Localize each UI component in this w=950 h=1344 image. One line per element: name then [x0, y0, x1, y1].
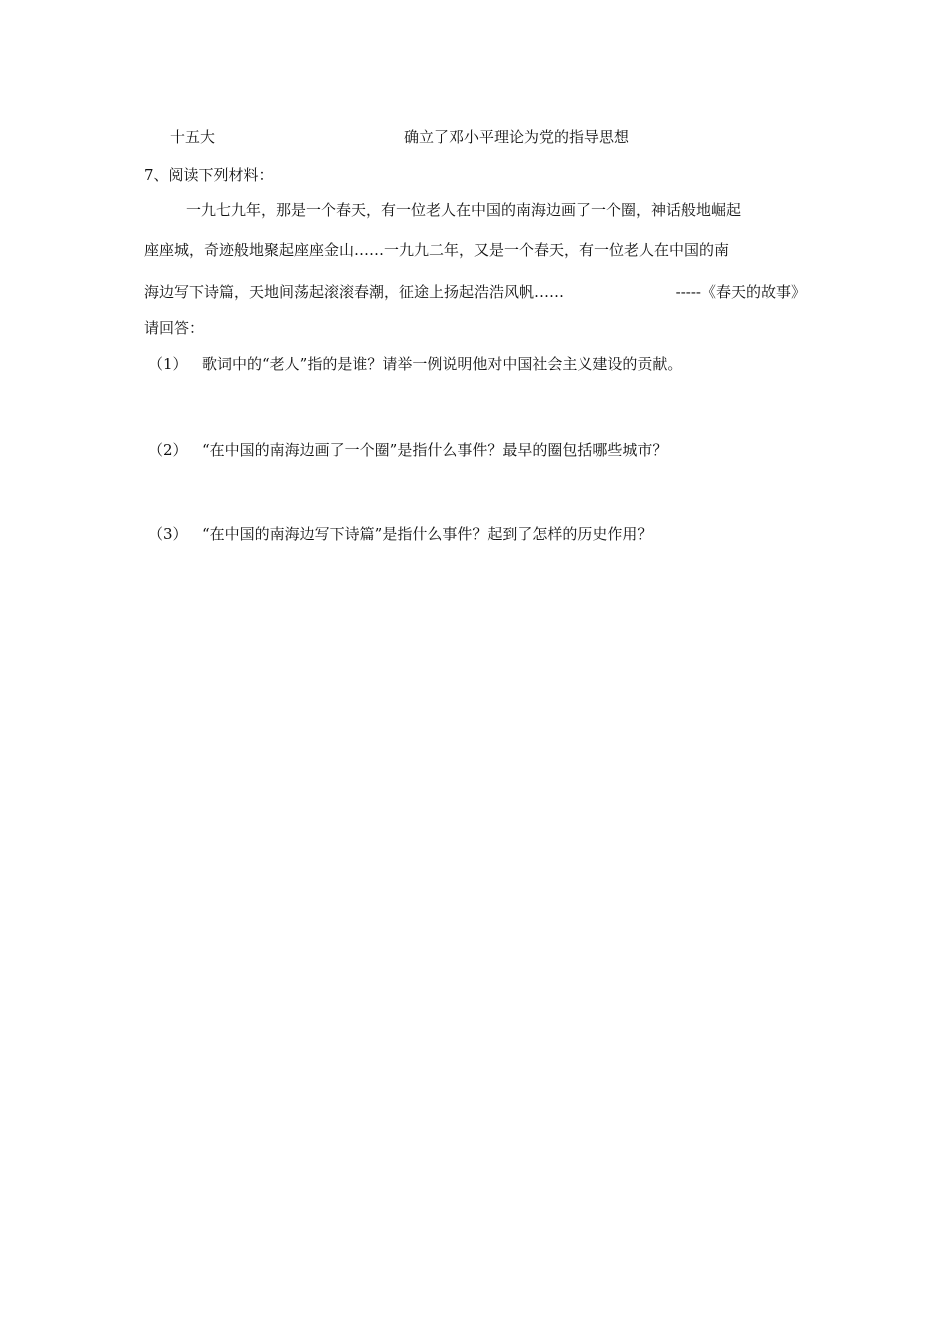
material-line-3 [144, 282, 806, 302]
sub-question-number: （3） [148, 525, 188, 543]
sub-question-3 [148, 524, 652, 544]
sub-question-text: “在中国的南海边画了一个圈”是指什么事件？最早的圈包括哪些城市？ [202, 441, 668, 459]
material-line-3-text: 海边写下诗篇，天地间荡起滚滚春潮，征途上扬起浩浩风帆…… [144, 283, 565, 301]
sub-question-text: 歌词中的“老人”指的是谁？请举一例说明他对中国社会主义建设的贡献。 [202, 355, 683, 373]
table-content-cell: 确立了邓小平理论为党的指导思想 [404, 128, 630, 146]
answer-prompt: 请回答： [144, 319, 205, 337]
material-line-1: 一九七九年，那是一个春天，有一位老人在中国的南海边画了一个圈，神话般地崛起 [186, 201, 742, 219]
sub-question-text: “在中国的南海边写下诗篇”是指什么事件？起到了怎样的历史作用？ [202, 525, 653, 543]
question-heading: 7、阅读下列材料： [144, 166, 274, 184]
sub-question-number: （2） [148, 441, 188, 459]
sub-question-1 [148, 354, 682, 374]
sub-question-2 [148, 440, 667, 460]
material-line-2: 座座城，奇迹般地聚起座座金山……一九九二年，又是一个春天，有一位老人在中国的南 [144, 241, 730, 259]
sub-question-number: （1） [148, 355, 188, 373]
material-source: -----《春天的故事》 [675, 283, 806, 301]
table-meeting-cell: 十五大 [170, 128, 216, 146]
